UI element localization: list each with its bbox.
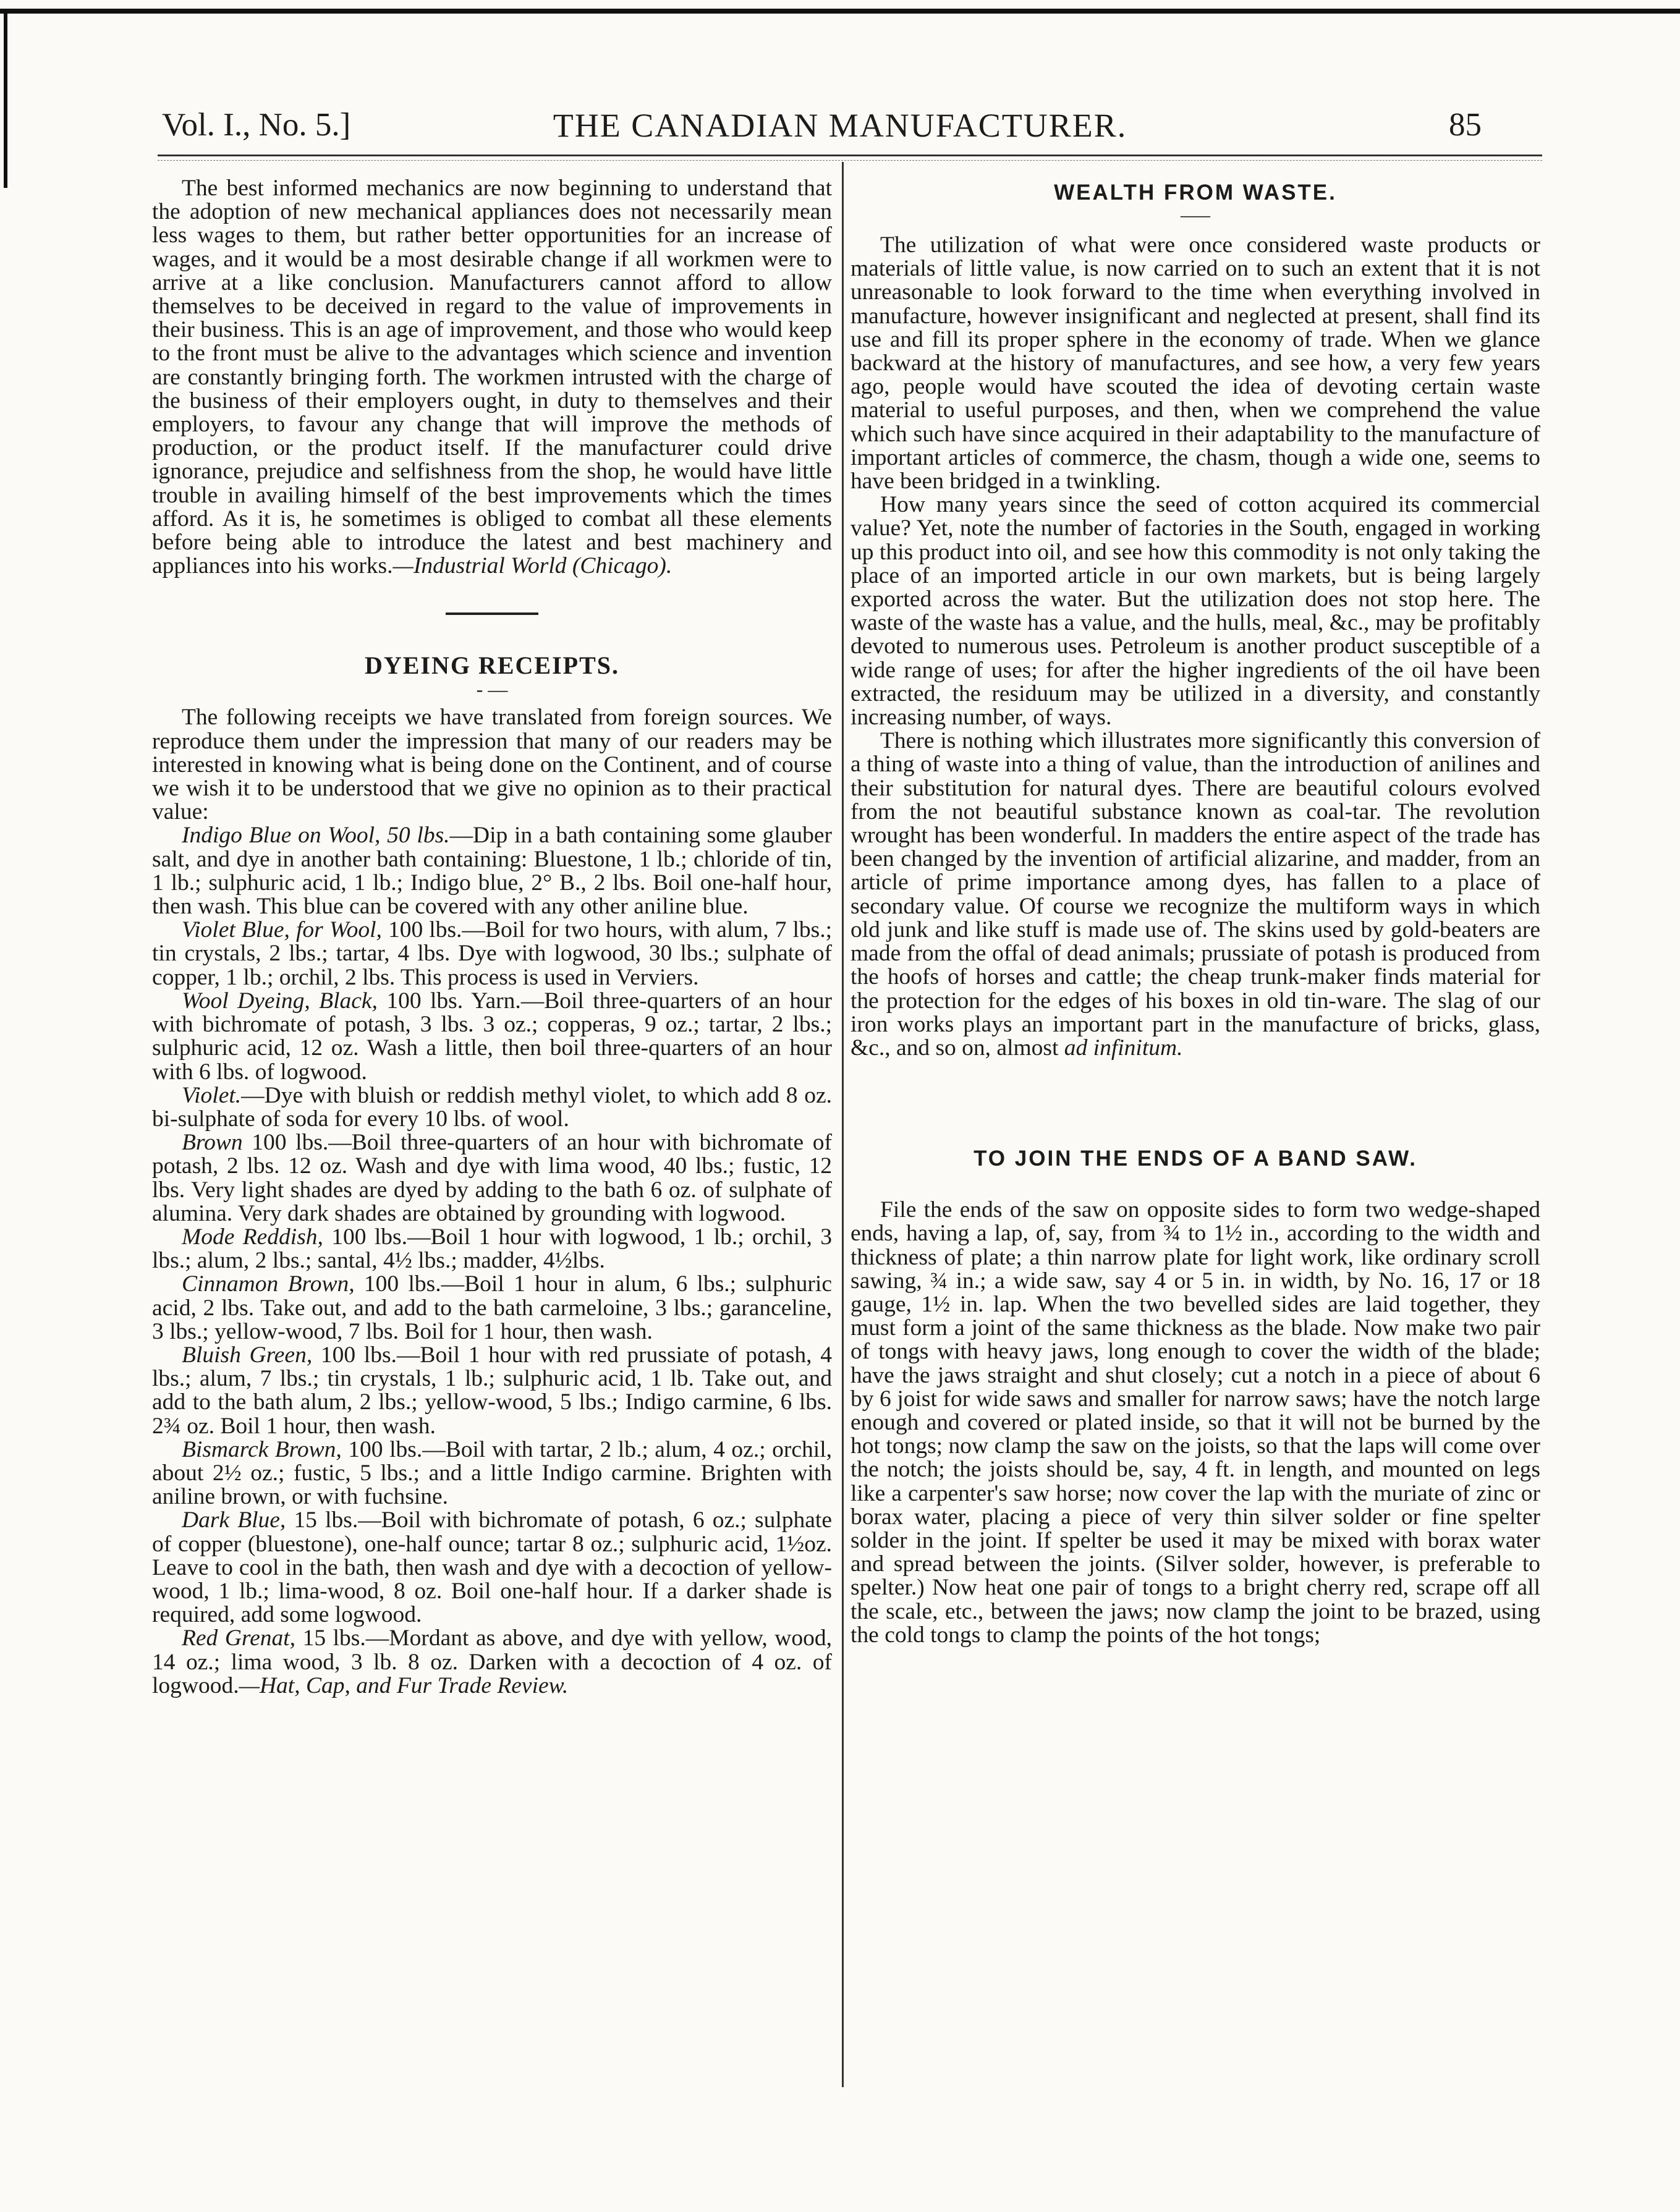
page-number: 85 [1449, 107, 1482, 143]
recipe-text: 100 lbs.—Boil 1 hour with red prussiate of potash, 4 lbs.; alum, 7 lbs.; tin crystals, 1 lb.; sulphuric acid, 1 lb. Take out, and add to the bath alum, 2 lbs.; yellow-wood, 5 lbs.; Indigo carmine, 6 lbs. 2¾ oz. Boil 1 hour, then wash. [152, 1342, 832, 1439]
band-saw-paragraph: File the ends of the saw on opposite sides to form two wedge-shaped ends, having a lap, of, say, from ¾ to 1½ in., according to the width and thickness of plate; a thin narrow plate for light work, like ordinary scroll sawing, ¾ in.; a wide saw, say 4 or 5 in. in width, by No. 16, 17 or 18 gauge, 1½ in. lap. When the two bevelled sides are laid together, they must form a joint of the same thickness as the blade. Now make two pair of tongs with heavy jaws, long enough to cover the width of the blade; have the jaws straight and shut closely; cut a notch in a piece of about 6 by 6 joist for wide saws and smaller for narrow saws; have the notch large enough and covered or plated inside, so that it will not be burned by the hot tongs; now clamp the saw on the joists, so that the laps will come over the notch; the joists should be, say, 4 ft. in length, and mounted on legs like a carpenter's saw horse; now cover the lap with the muriate of zinc or borax water, placing a piece of very thin silver solder or fine spelter solder in the joint. If spelter be used it may be mixed with borax water and spread between the joints. (Silver solder, however, is preferable to spelter.) Now heat one pair of tongs to a bright cherry red, scrape off all the scale, etc., between the jaws; now clamp the joint to be brazed, using the cold tongs to clamp the points of the hot tongs; [851, 1197, 1540, 1648]
recipe-name: Brown [182, 1130, 243, 1156]
recipe-name: Red Grenat, [182, 1625, 296, 1651]
recipe-name: Wool Dyeing, Black, [182, 988, 378, 1014]
recipe-name: Violet. [182, 1082, 242, 1108]
heading-dash: - –– [476, 678, 508, 701]
recipe-name: Cinnamon Brown, [182, 1271, 355, 1297]
wealth-paragraph-2: How many years since the seed of cotton acquired its commercial value? Yet, note the number of factories in the South, engaged in working up this product into oil, and see how this commodity is not only taking the place of an imported article in our own markets, but is being largely exported across the water. But the utilization does not stop here. The waste of the waste has a value, and the hulls, meal, &c., may be profitably devoted to numerous uses. Petroleum is another product susceptible of a wide range of uses; for after the higher ingredients of the oil have been extracted, the residuum may be utilized in a diversity, and constantly increasing number, of ways. [851, 492, 1540, 731]
mechanics-attribution: —Industrial World (Chicago). [392, 553, 672, 579]
band-saw-heading: TO JOIN THE ENDS OF A BAND SAW. [974, 1146, 1417, 1171]
recipe-text: —Dye with bluish or reddish methyl violet, to which add 8 oz. bi-sulphate of soda for every 10 lbs. of wool. [152, 1082, 832, 1132]
heading-dash: ––– [1181, 203, 1210, 226]
mechanics-paragraph: The best informed mechanics are now beginning to understand that the adoption of new mechanical appliances does not necessarily mean less wages to them, but rather better opportunities for an increase of wages, and it would be a most desirable change if all workmen were to arrive at a like conclusion. Manufacturers cannot afford to allow themselves to be deceived in regard to the value of improvements in their business. This is an age of improvement, and those who would keep to the front must be alive to the advantages which science and invention are constantly bringing forth. The workmen intrusted with the charge of the business of their employers ought, in duty to themselves and their employers, to favour any change that will improve the methods of production, or the product itself. If the manufacturer could drive ignorance, prejudice and selfishness from the shop, he would have little trouble in availing himself of the best improvements which the times afford. As it is, he sometimes is obliged to combat all these elements before being able to introduce the latest and best machinery and appliances into his works.—Industrial World (Chicago). [152, 177, 832, 579]
dyeing-intro: The following receipts we have translated from foreign sources. We reproduce them under the impression that many of our readers may be interested in knowing what is being done on the Continent, and of course we wish it to be understood that we give no opinion as to their practical value: [152, 705, 832, 825]
recipe-item [152, 1273, 832, 1344]
recipe-list [152, 824, 832, 1698]
recipe-text: 100 lbs.—Boil three-quarters of an hour with bichromate of potash, 2 lbs. 12 oz. Wash and dye with lima wood, 40 lbs.; fustic, 12 lbs. Very light shades are dyed by adding to the bath 6 oz. of sulphate of alumina. Very dark shades are obtained by grounding with logwood. [152, 1130, 832, 1226]
recipe-text: 15 lbs.—Boil with bichromate of potash, 6 oz.; sulphate of copper (bluestone), one-half ounce; tartar 8 oz.; sulphuric acid, 1½oz. Leave to cool in the bath, then wash and dye with a decoction of yellow-wood, 1 lb.; lima-wood, 8 oz. Boil one-half hour. If a darker shade is required, add some logwood. [152, 1507, 832, 1628]
mechanics-article [152, 177, 832, 578]
publication-title: THE CANADIAN MANUFACTURER. [553, 107, 1127, 144]
column-divider [842, 162, 844, 2087]
recipe-text: 100 lbs.—Boil for two hours, with alum, 7 lbs.; tin crystals, 2 lbs.; tartar, 4 lbs. Dye with logwood, 30 lbs.; sulphate of copper, 1 lb.; orchil, 2 lbs. This process is used in Verviers. [152, 917, 832, 990]
recipe-name: Bluish Green, [182, 1342, 313, 1368]
recipe-item [152, 1131, 832, 1226]
right-column [851, 177, 1540, 2099]
header-rule-dashed [158, 160, 1542, 161]
wealth-paragraph-3: There is nothing which illustrates more significantly this conversion of a thing of waste into a thing of value, than the introduction of anilines and their substitution for natural dyes. There are beautiful colours evolved from the not beautiful substance known as coal-tar. The revolution wrought has been wonderful. In madders the entire aspect of the trade has been changed by the invention of artificial alizarine, and madder, from an article of prime importance among dyes, has fallen to a place of secondary value. Of course we recognize the multiform ways in which old junk and like stuff is made use of. The skins used by gold-beaters are made from the offal of dead animals; prussiate of potash is produced from the hoofs of horses and cattle; the cheap trunk-maker finds material for the protection for the edges of his boxes in old tin-ware. The slag of our iron works plays an important part in the manufacture of bricks, glass, &c., and so on, almost ad infinitum. [851, 728, 1540, 1061]
recipe-text: 100 lbs.—Boil with tartar, 2 lb.; alum, 4 oz.; orchil, about 2½ oz.; fustic, 5 lbs.; and a little Indigo carmine. Brighten with aniline brown, or with fuchsine. [152, 1436, 832, 1510]
wealth-heading: WEALTH FROM WASTE. [1054, 180, 1337, 205]
recipe-name: Dark Blue, [182, 1507, 286, 1533]
wealth-ending: ad infinitum. [1064, 1035, 1183, 1061]
recipe-item [152, 1509, 832, 1627]
recipe-name: Indigo Blue on Wool, 50 lbs. [182, 823, 450, 849]
recipe-text: 100 lbs.—Boil 1 hour with logwood, 1 lb.; orchil, 3 lbs.; alum, 2 lbs.; santal, 4½ lbs.; madder, 4½lbs. [152, 1224, 832, 1274]
recipe-item [152, 1084, 832, 1131]
page-header [0, 106, 1680, 156]
volume-label: Vol. I., No. 5.] [162, 107, 351, 143]
recipe-name: Mode Reddish, [182, 1224, 323, 1250]
wealth-paragraph-1: The utilization of what were once considered waste products or materials of little value, is now carried on to such an extent that it is not unreasonable to look forward to the time when everything involved in manufacture, however insignificant and neglected at present, shall find its use and fill its proper sphere in the economy of trade. When we glance backward at the history of manufactures, and see how, a very few years ago, people would have scouted the idea of devoting certain waste material to useful purposes, and then, when we comprehend the value which such have since acquired in their adaptability to the manufacture of important articles of commerce, the chasm, though a wide one, seems to have been bridged in a twinkling. [851, 232, 1540, 494]
dyeing-receipts-heading: DYEING RECEIPTS. [364, 651, 620, 680]
recipe-item [152, 1344, 832, 1438]
recipe-item [152, 1627, 832, 1698]
wealth-from-waste-article [851, 180, 1540, 1060]
recipe-item [152, 1226, 832, 1273]
recipe-item [152, 1438, 832, 1509]
recipe-text: 100 lbs.—Boil 1 hour in alum, 6 lbs.; sulphuric acid, 2 lbs. Take out, and add to the bath carmeloine, 3 lbs.; garanceline, 3 lbs.; yellow-wood, 7 lbs. Boil for 1 hour, then wash. [152, 1271, 832, 1344]
header-rule [158, 155, 1542, 156]
dyeing-receipts-article [152, 651, 832, 1698]
recipe-item [152, 989, 832, 1084]
recipe-text: 100 lbs. Yarn.—Boil three-quarters of an hour with bichromate of potash, 3 lbs. 3 oz.; copperas, 9 oz.; tartar, 2 lbs.; sulphuric acid, 12 oz. Wash a little, then boil three-quarters of an hour with 6 lbs. of logwood. [152, 988, 832, 1085]
recipe-name: Violet Blue, for Wool, [182, 917, 382, 943]
recipe-item [152, 918, 832, 989]
recipe-text: 15 lbs.—Mordant as above, and dye with yellow, wood, 14 oz.; lima wood, 3 lb. 8 oz. Darken with a decoction of 4 oz. of logwood. [152, 1625, 832, 1698]
recipe-name: Bismarck Brown, [182, 1436, 342, 1462]
page-left-border [4, 9, 7, 188]
recipe-item [152, 824, 832, 918]
left-column [152, 177, 832, 2099]
band-saw-article [851, 1146, 1540, 1647]
dyeing-attribution: —Hat, Cap, and Fur Trade Review. [239, 1672, 569, 1698]
page-top-border [0, 9, 1680, 14]
recipe-text: —Dip in a bath containing some glauber salt, and dye in another bath containing: Bluestone, 1 lb.; chloride of tin, 1 lb.; sulphuric acid, 1 lb.; Indigo blue, 2° B., 2 lbs. Boil one-half hour, then wash. This blue can be covered with any other aniline blue. [152, 823, 832, 920]
